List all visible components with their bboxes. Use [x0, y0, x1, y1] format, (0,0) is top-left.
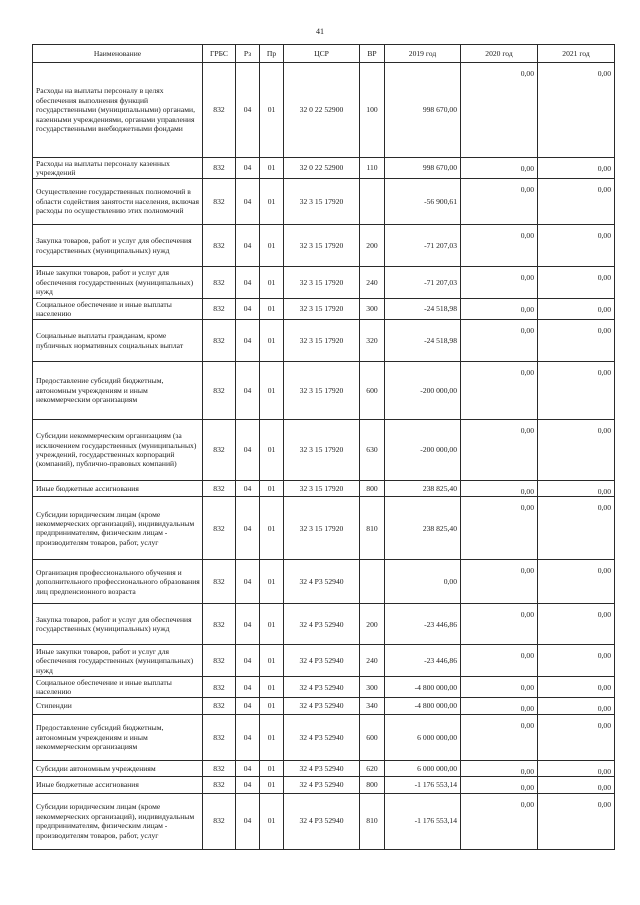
row-name-cell: Иные закупки товаров, работ и услуг для обеспечения государственных (муниципальных) нужд [33, 645, 203, 677]
table-row [33, 225, 615, 267]
grbs-cell: 832 [203, 793, 236, 849]
vr-cell: 240 [360, 267, 385, 299]
table-row [33, 497, 615, 560]
row-name-cell: Социальные выплаты гражданам, кроме публичных нормативных социальных выплат [33, 320, 203, 362]
year-2020-cell: 0,00 [461, 225, 538, 267]
csr-cell: 32 4 P3 52940 [284, 645, 360, 677]
table-row [33, 158, 615, 179]
year-2020-cell: 0,00 [461, 777, 538, 793]
year-2019-cell: -4 800 000,00 [385, 698, 461, 714]
csr-cell: 32 4 P3 52940 [284, 714, 360, 760]
year-2020-cell: 0,00 [461, 793, 538, 849]
year-2020-cell: 0,00 [461, 645, 538, 677]
pr-cell: 01 [260, 225, 284, 267]
year-2021-cell: 0,00 [538, 320, 615, 362]
csr-cell: 32 4 P3 52940 [284, 698, 360, 714]
rz-cell: 04 [236, 497, 260, 560]
csr-cell: 32 4 P3 52940 [284, 760, 360, 776]
grbs-cell: 832 [203, 225, 236, 267]
grbs-cell: 832 [203, 63, 236, 158]
rz-cell: 04 [236, 420, 260, 481]
pr-cell: 01 [260, 299, 284, 320]
csr-cell: 32 3 15 17920 [284, 497, 360, 560]
row-name-cell: Иные бюджетные ассигнования [33, 481, 203, 497]
pr-cell: 01 [260, 497, 284, 560]
vr-cell: 600 [360, 714, 385, 760]
year-2021-cell: 0,00 [538, 179, 615, 225]
year-2020-cell: 0,00 [461, 63, 538, 158]
rz-cell: 04 [236, 793, 260, 849]
rz-cell: 04 [236, 698, 260, 714]
vr-cell: 800 [360, 777, 385, 793]
year-2021-cell: 0,00 [538, 677, 615, 698]
table-row [33, 645, 615, 677]
grbs-cell: 832 [203, 714, 236, 760]
csr-cell: 32 3 15 17920 [284, 362, 360, 420]
year-2019-cell: -1 176 553,14 [385, 777, 461, 793]
rz-cell: 04 [236, 158, 260, 179]
year-2019-cell: 238 825,40 [385, 497, 461, 560]
pr-cell: 01 [260, 420, 284, 481]
year-2019-cell: 0,00 [385, 560, 461, 604]
csr-cell: 32 4 P3 52940 [284, 560, 360, 604]
year-2021-cell: 0,00 [538, 267, 615, 299]
table-row [33, 793, 615, 849]
grbs-cell: 832 [203, 362, 236, 420]
vr-cell: 300 [360, 677, 385, 698]
grbs-cell: 832 [203, 560, 236, 604]
year-2019-cell: -4 800 000,00 [385, 677, 461, 698]
grbs-cell: 832 [203, 158, 236, 179]
rz-cell: 04 [236, 560, 260, 604]
csr-cell: 32 0 22 52900 [284, 158, 360, 179]
page-number: 41 [316, 27, 324, 36]
rz-cell: 04 [236, 604, 260, 645]
pr-cell: 01 [260, 481, 284, 497]
csr-cell: 32 3 15 17920 [284, 299, 360, 320]
row-name-cell: Субсидии юридическим лицам (кроме некоммерческих организаций), индивидуальным предпринимателям, физическим лицам - производителям товаров, работ, услуг [33, 497, 203, 560]
year-2019-cell: -24 518,98 [385, 299, 461, 320]
grbs-cell: 832 [203, 677, 236, 698]
header-cell: 2019 год [385, 45, 461, 63]
csr-cell: 32 4 P3 52940 [284, 604, 360, 645]
vr-cell: 810 [360, 793, 385, 849]
table-row [33, 179, 615, 225]
year-2020-cell: 0,00 [461, 760, 538, 776]
table-row [33, 760, 615, 776]
table-row [33, 677, 615, 698]
year-2020-cell: 0,00 [461, 677, 538, 698]
pr-cell: 01 [260, 267, 284, 299]
header-cell: ЦСР [284, 45, 360, 63]
pr-cell: 01 [260, 560, 284, 604]
table-row [33, 420, 615, 481]
table-row [33, 714, 615, 760]
row-name-cell: Предоставление субсидий бюджетным, автономным учреждениям и иным некоммерческим организациям [33, 362, 203, 420]
pr-cell: 01 [260, 714, 284, 760]
vr-cell: 300 [360, 299, 385, 320]
vr-cell: 810 [360, 497, 385, 560]
grbs-cell: 832 [203, 497, 236, 560]
year-2021-cell: 0,00 [538, 497, 615, 560]
year-2021-cell: 0,00 [538, 560, 615, 604]
year-2020-cell: 0,00 [461, 481, 538, 497]
grbs-cell: 832 [203, 760, 236, 776]
year-2020-cell: 0,00 [461, 560, 538, 604]
grbs-cell: 832 [203, 777, 236, 793]
row-name-cell: Социальное обеспечение и иные выплаты населению [33, 677, 203, 698]
row-name-cell: Социальное обеспечение и иные выплаты населению [33, 299, 203, 320]
row-name-cell: Закупка товаров, работ и услуг для обеспечения государственных (муниципальных) нужд [33, 225, 203, 267]
header-cell: 2020 год [461, 45, 538, 63]
rz-cell: 04 [236, 777, 260, 793]
grbs-cell: 832 [203, 267, 236, 299]
year-2021-cell: 0,00 [538, 760, 615, 776]
table-row [33, 362, 615, 420]
year-2019-cell: 6 000 000,00 [385, 760, 461, 776]
table-row [33, 777, 615, 793]
year-2019-cell: -23 446,86 [385, 604, 461, 645]
table-row [33, 63, 615, 158]
row-name-cell: Стипендии [33, 698, 203, 714]
row-name-cell: Организация профессионального обучения и дополнительного профессионального образования лиц предпенсионного возраста [33, 560, 203, 604]
budget-table [32, 44, 615, 850]
year-2019-cell: -71 207,03 [385, 267, 461, 299]
table-row [33, 267, 615, 299]
year-2021-cell: 0,00 [538, 793, 615, 849]
csr-cell: 32 3 15 17920 [284, 267, 360, 299]
year-2021-cell: 0,00 [538, 420, 615, 481]
csr-cell: 32 4 P3 52940 [284, 793, 360, 849]
vr-cell: 240 [360, 645, 385, 677]
rz-cell: 04 [236, 267, 260, 299]
year-2021-cell: 0,00 [538, 225, 615, 267]
pr-cell: 01 [260, 179, 284, 225]
year-2020-cell: 0,00 [461, 267, 538, 299]
table-row [33, 698, 615, 714]
rz-cell: 04 [236, 63, 260, 158]
csr-cell: 32 0 22 52900 [284, 63, 360, 158]
header-cell: ВР [360, 45, 385, 63]
year-2021-cell: 0,00 [538, 362, 615, 420]
year-2021-cell: 0,00 [538, 777, 615, 793]
csr-cell: 32 3 15 17920 [284, 481, 360, 497]
year-2021-cell: 0,00 [538, 481, 615, 497]
year-2019-cell: 6 000 000,00 [385, 714, 461, 760]
row-name-cell: Иные бюджетные ассигнования [33, 777, 203, 793]
year-2021-cell: 0,00 [538, 645, 615, 677]
year-2019-cell: -23 446,86 [385, 645, 461, 677]
table-row [33, 481, 615, 497]
pr-cell: 01 [260, 158, 284, 179]
rz-cell: 04 [236, 760, 260, 776]
grbs-cell: 832 [203, 299, 236, 320]
vr-cell: 800 [360, 481, 385, 497]
year-2021-cell: 0,00 [538, 63, 615, 158]
vr-cell: 630 [360, 420, 385, 481]
year-2021-cell: 0,00 [538, 299, 615, 320]
year-2020-cell: 0,00 [461, 497, 538, 560]
grbs-cell: 832 [203, 179, 236, 225]
year-2019-cell: 998 670,00 [385, 63, 461, 158]
rz-cell: 04 [236, 362, 260, 420]
rz-cell: 04 [236, 481, 260, 497]
grbs-cell: 832 [203, 604, 236, 645]
header-cell: Пр [260, 45, 284, 63]
csr-cell: 32 4 P3 52940 [284, 777, 360, 793]
year-2020-cell: 0,00 [461, 698, 538, 714]
rz-cell: 04 [236, 299, 260, 320]
pr-cell: 01 [260, 645, 284, 677]
rz-cell: 04 [236, 320, 260, 362]
pr-cell: 01 [260, 760, 284, 776]
vr-cell: 200 [360, 225, 385, 267]
pr-cell: 01 [260, 698, 284, 714]
rz-cell: 04 [236, 677, 260, 698]
row-name-cell: Закупка товаров, работ и услуг для обеспечения государственных (муниципальных) нужд [33, 604, 203, 645]
table-row [33, 320, 615, 362]
header-row [33, 45, 615, 63]
grbs-cell: 832 [203, 420, 236, 481]
vr-cell: 320 [360, 320, 385, 362]
year-2019-cell: -24 518,98 [385, 320, 461, 362]
rz-cell: 04 [236, 179, 260, 225]
row-name-cell: Предоставление субсидий бюджетным, автономным учреждениям и иным некоммерческим организациям [33, 714, 203, 760]
year-2021-cell: 0,00 [538, 698, 615, 714]
table-body [33, 63, 615, 850]
grbs-cell: 832 [203, 320, 236, 362]
year-2019-cell: -200 000,00 [385, 420, 461, 481]
row-name-cell: Субсидии юридическим лицам (кроме некоммерческих организаций), индивидуальным предпринимателям, физическим лицам - производителям товаров, работ, услуг [33, 793, 203, 849]
vr-cell [360, 560, 385, 604]
row-name-cell: Расходы на выплаты персоналу казенных учреждений [33, 158, 203, 179]
csr-cell: 32 3 15 17920 [284, 420, 360, 481]
pr-cell: 01 [260, 777, 284, 793]
csr-cell: 32 3 15 17920 [284, 225, 360, 267]
vr-cell [360, 179, 385, 225]
pr-cell: 01 [260, 604, 284, 645]
pr-cell: 01 [260, 793, 284, 849]
year-2020-cell: 0,00 [461, 158, 538, 179]
table-row [33, 560, 615, 604]
row-name-cell: Иные закупки товаров, работ и услуг для обеспечения государственных (муниципальных) нужд [33, 267, 203, 299]
pr-cell: 01 [260, 320, 284, 362]
rz-cell: 04 [236, 225, 260, 267]
year-2019-cell: -56 900,61 [385, 179, 461, 225]
header-cell: Наименование [33, 45, 203, 63]
rz-cell: 04 [236, 714, 260, 760]
row-name-cell: Расходы на выплаты персоналу в целях обеспечения выполнения функций государственными (муниципальными) органами, казенными учреждениями, органами управления государственными внебюджетными фондами [33, 63, 203, 158]
pr-cell: 01 [260, 677, 284, 698]
year-2020-cell: 0,00 [461, 714, 538, 760]
vr-cell: 200 [360, 604, 385, 645]
csr-cell: 32 3 15 17920 [284, 320, 360, 362]
header-cell: ГРБС [203, 45, 236, 63]
vr-cell: 100 [360, 63, 385, 158]
year-2019-cell: -200 000,00 [385, 362, 461, 420]
grbs-cell: 832 [203, 481, 236, 497]
grbs-cell: 832 [203, 645, 236, 677]
year-2021-cell: 0,00 [538, 714, 615, 760]
year-2019-cell: -1 176 553,14 [385, 793, 461, 849]
year-2020-cell: 0,00 [461, 320, 538, 362]
year-2019-cell: 238 825,40 [385, 481, 461, 497]
year-2020-cell: 0,00 [461, 362, 538, 420]
year-2019-cell: 998 670,00 [385, 158, 461, 179]
row-name-cell: Субсидии автономным учреждениям [33, 760, 203, 776]
grbs-cell: 832 [203, 698, 236, 714]
year-2021-cell: 0,00 [538, 604, 615, 645]
vr-cell: 340 [360, 698, 385, 714]
year-2020-cell: 0,00 [461, 420, 538, 481]
header-cell: Рз [236, 45, 260, 63]
year-2021-cell: 0,00 [538, 158, 615, 179]
vr-cell: 600 [360, 362, 385, 420]
table-row [33, 604, 615, 645]
csr-cell: 32 4 P3 52940 [284, 677, 360, 698]
year-2020-cell: 0,00 [461, 604, 538, 645]
pr-cell: 01 [260, 362, 284, 420]
vr-cell: 620 [360, 760, 385, 776]
row-name-cell: Субсидии некоммерческим организациям (за исключением государственных (муниципальных) учреждений, государственных корпораций (компаний), публично-правовых компаний) [33, 420, 203, 481]
year-2020-cell: 0,00 [461, 299, 538, 320]
table-row [33, 299, 615, 320]
pr-cell: 01 [260, 63, 284, 158]
year-2019-cell: -71 207,03 [385, 225, 461, 267]
rz-cell: 04 [236, 645, 260, 677]
csr-cell: 32 3 15 17920 [284, 179, 360, 225]
year-2020-cell: 0,00 [461, 179, 538, 225]
vr-cell: 110 [360, 158, 385, 179]
row-name-cell: Осуществление государственных полномочий в области содействия занятости населения, включая расходы по осуществлению этих полномочий [33, 179, 203, 225]
header-cell: 2021 год [538, 45, 615, 63]
